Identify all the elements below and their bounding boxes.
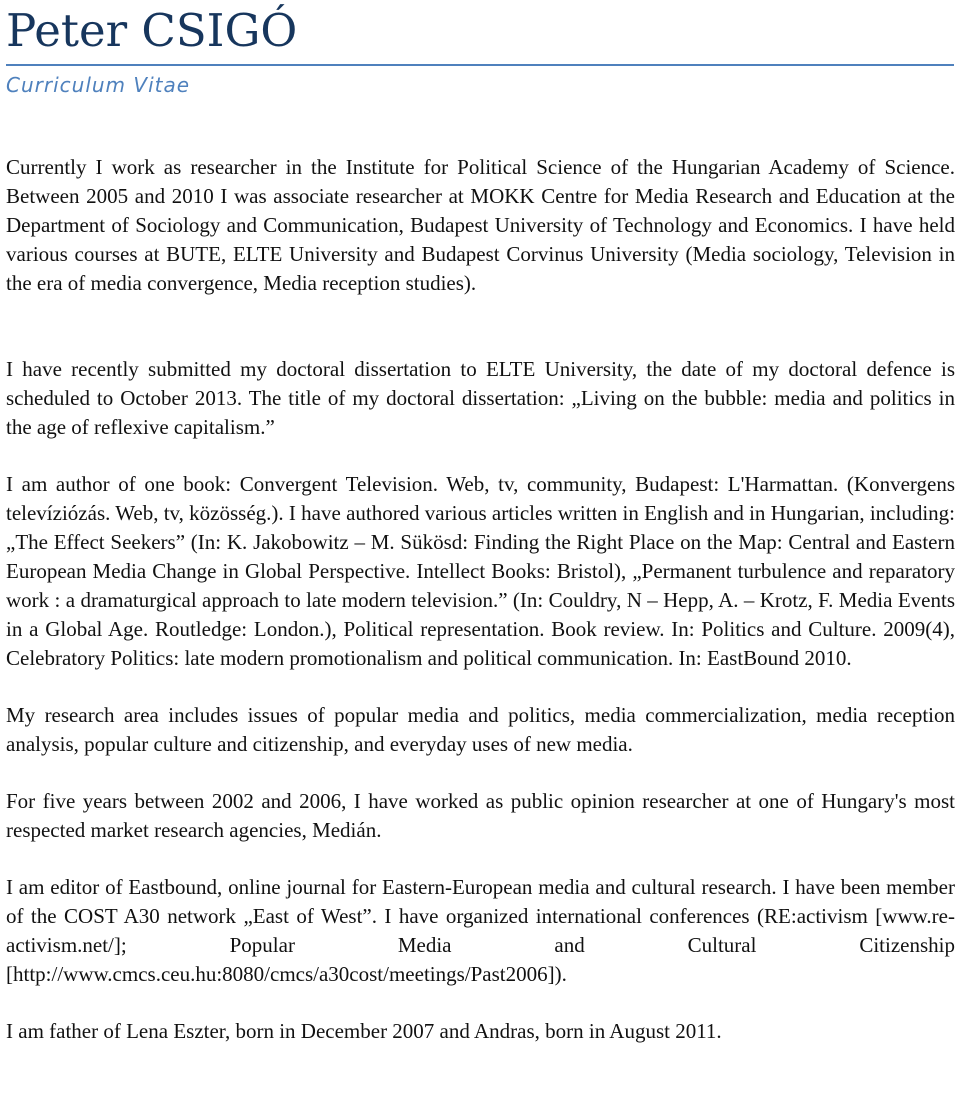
document-subtitle: Curriculum Vitae (6, 73, 191, 97)
person-name: Peter CSIGÓ (6, 4, 298, 57)
title-underline (6, 64, 954, 66)
paragraph-work-experience: For five years between 2002 and 2006, I have worked as public opinion researcher at one of Hungary's most respected market research agencies, Medián. (6, 789, 955, 842)
paragraph-editorial-activities: I am editor of Eastbound, online journal for Eastern-European media and cultural research. I have been member of the COST A30 network „East of West”. I have organized international conferences (RE:activism [www.re-activism.net/]; Popular Media and Cultural Citizenship [http://www.cmcs.ceu.hu:8080/cmcs/a30cost/meetings/Past2006]). (6, 875, 955, 986)
paragraph-current-position: Currently I work as researcher in the Institute for Political Science of the Hungarian Academy of Science. Between 2005 and 2010 I was associate researcher at MOKK Centre for Media Research and Education at the Department of Sociology and Communication, Budapest University of Technology and Economics. I have held various courses at BUTE, ELTE University and Budapest Corvinus University (Media sociology, Television in the era of media convergence, Media reception studies). (6, 155, 955, 295)
paragraph-family: I am father of Lena Eszter, born in December 2007 and Andras, born in August 2011. (6, 1019, 722, 1043)
paragraph-research-area: My research area includes issues of popular media and politics, media commercialization, media reception analysis, popular culture and citizenship, and everyday uses of new media. (6, 703, 955, 756)
paragraph-publications: I am author of one book: Convergent Television. Web, tv, community, Budapest: L'Harmattan. (Konvergens televíziózás. Web, tv, közösség.). I have authored various articles written in English and in Hungarian, including: „The Effect Seekers” (In: K. Jakobowitz – M. Sükösd: Finding the Right Place on the Map: Central and Eastern European Media Change in Global Perspective. Intellect Books: Bristol), „Permanent turbulence and reparatory work : a dramaturgical approach to late modern television.” (In: Couldry, N – Hepp, A. – Krotz, F. Media Events in a Global Age. Routledge: London.), Political representation. Book review. In: Politics and Culture. 2009(4), Celebratory Politics: late modern promotionalism and political communication. In: EastBound 2010. (6, 472, 955, 670)
paragraph-dissertation: I have recently submitted my doctoral dissertation to ELTE University, the date of my doctoral defence is scheduled to October 2013. The title of my doctoral dissertation: „Living on the bubble: media and politics in the age of reflexive capitalism.” (6, 357, 955, 439)
cv-body (6, 153, 955, 1046)
